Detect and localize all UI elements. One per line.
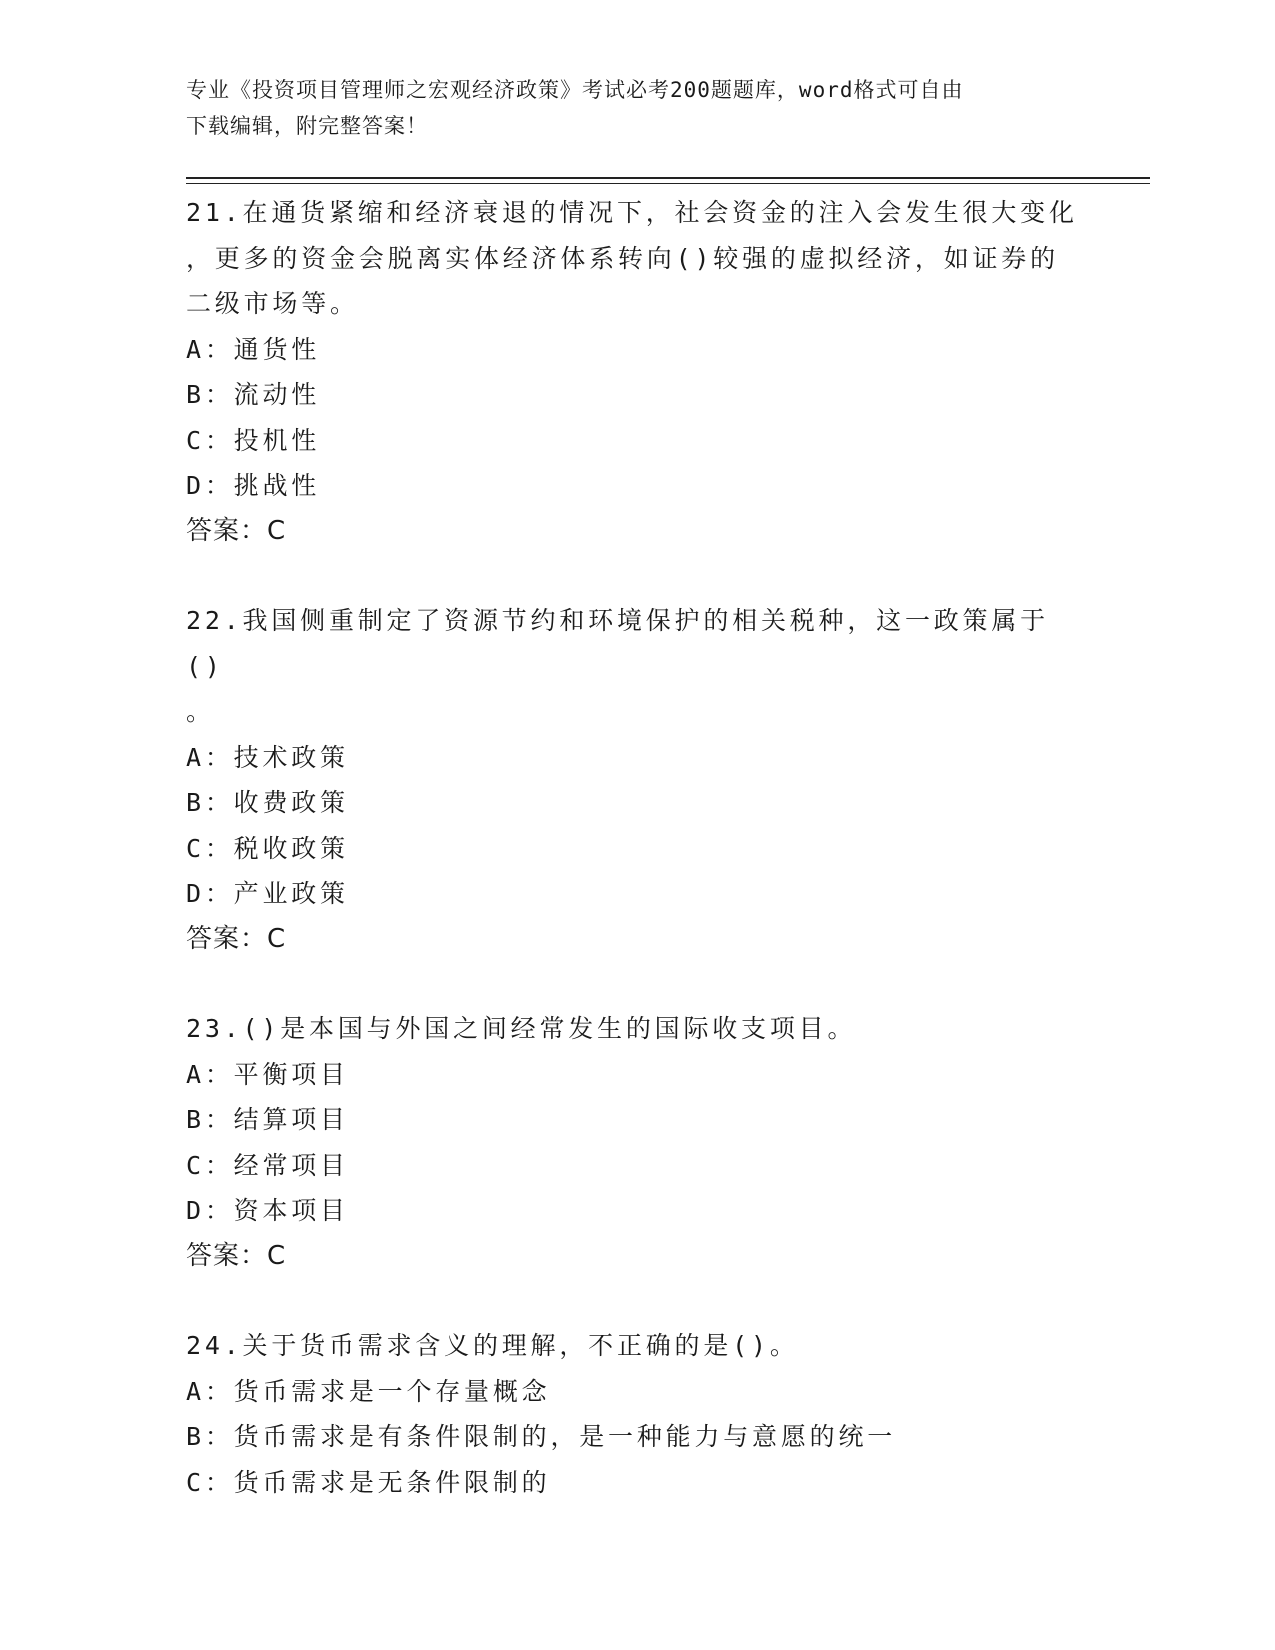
question-stem-line: 24.关于货币需求含义的理解，不正确的是()。 [186,1331,799,1360]
option-a: A：技术政策 [186,742,349,772]
question-23 [186,1006,1086,1279]
option-a: A：通货性 [186,334,321,364]
option-d: D：产业政策 [186,879,349,908]
option-b: B：收费政策 [186,788,349,817]
option-b: B：流动性 [186,380,321,409]
option-d: D：资本项目 [186,1196,349,1225]
option-a: A：货币需求是一个存量概念 [186,1376,551,1406]
question-21 [186,190,1086,554]
option-c: C：税收政策 [186,833,349,863]
option-c: C：投机性 [186,425,321,455]
option-d: D：挑战性 [186,471,321,500]
question-list [186,190,1086,1549]
question-22 [186,598,1086,962]
option-b: B：结算项目 [186,1105,349,1134]
header-divider-thick [186,177,1150,179]
answer-line: 答案：C [186,1240,287,1271]
header-line-2: 下载编辑，附完整答案！ [186,114,428,138]
header-line-1: 专业《投资项目管理师之宏观经济政策》考试必考200题题库，word格式可自由 [186,78,964,102]
answer-line: 答案：C [186,923,287,954]
header-divider-thin [186,183,1150,184]
question-stem-line: 21.在通货紧缩和经济衰退的情况下，社会资金的注入会发生很大变化 [186,198,1078,227]
question-stem-line: 二级市场等。 [186,289,359,318]
option-c: C：经常项目 [186,1150,349,1180]
question-stem-line: ，更多的资金会脱离实体经济体系转向()较强的虚拟经济，如证券的 [186,243,1059,273]
question-stem-line: 22.我国侧重制定了资源节约和环境保护的相关税种，这一政策属于() [186,606,1049,681]
document-header [186,72,1086,144]
question-stem-line: 。 [186,697,215,726]
option-a: A：平衡项目 [186,1059,349,1089]
option-b: B：货币需求是有条件限制的，是一种能力与意愿的统一 [186,1422,897,1451]
option-c: C：货币需求是无条件限制的 [186,1467,551,1497]
answer-line: 答案：C [186,515,287,546]
question-24 [186,1323,1086,1505]
question-stem-line: 23.()是本国与外国之间经常发生的国际收支项目。 [186,1014,857,1043]
